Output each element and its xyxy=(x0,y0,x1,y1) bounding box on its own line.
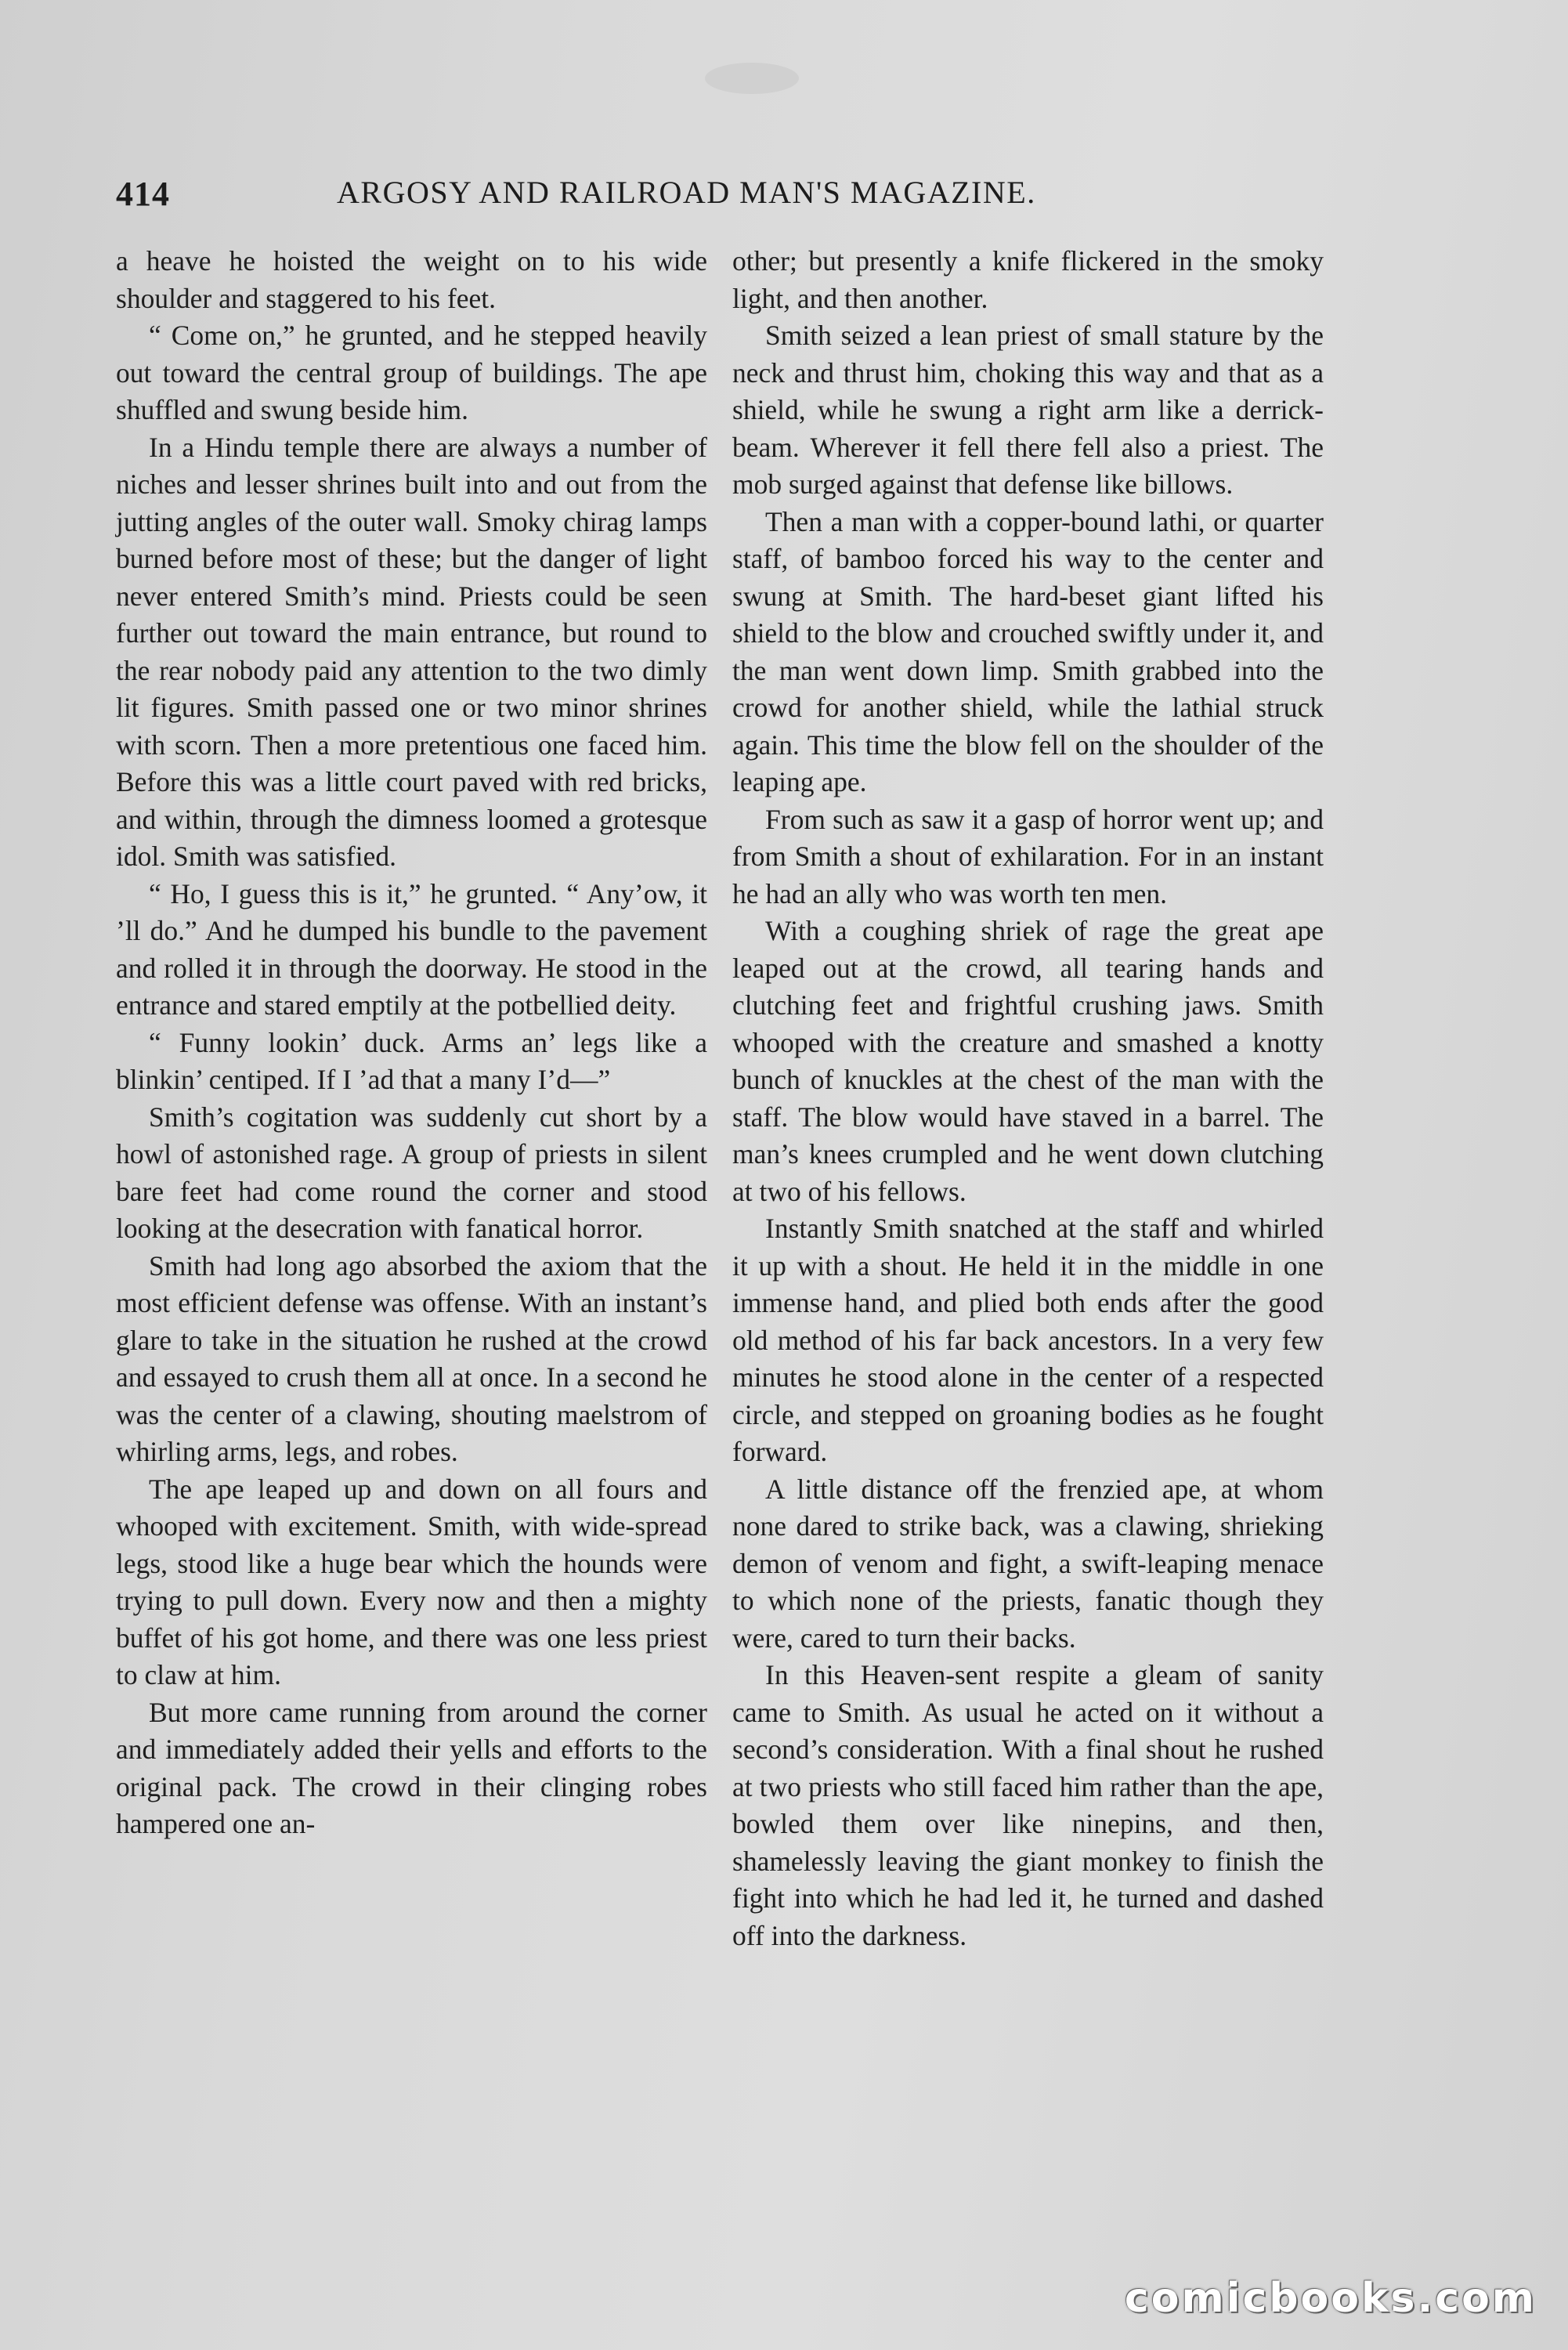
paragraph: Instantly Smith snatched at the staff and whirled it up with a shout. He held it in the middle in one immense hand, and plied both ends after the good old method of his far back ancestors. In a very few minutes he stood alone in the center of a respected circle, and stepped on groaning bodies as he fought forward. xyxy=(732,1213,1324,1467)
page-number: 414 xyxy=(116,175,170,213)
paragraph: In this Heaven-sent respite a gleam of sanity came to Smith. As usual he acted on it without a second’s consideration. With a final shout he rushed at two priests who still faced him rather than the ape, bowled them over like ninepins, and then, shamelessly leaving the giant monkey to finish the fight into which he had led it, he turned and dashed off into the darkness. xyxy=(732,1659,1324,1951)
left-column xyxy=(116,243,707,1843)
paragraph: But more came running from around the corner and immediately added their yells and efforts to the original pack. The crowd in their clinging robes hampered one an- xyxy=(116,1696,707,1839)
paragraph: other; but presently a knife flickered in the smoky light, and then another. xyxy=(732,245,1324,314)
paragraph: “ Come on,” he grunted, and he stepped heavily out toward the central group of buildings. The ape shuffled and swung beside him. xyxy=(116,320,707,425)
paragraph: A little distance off the frenzied ape, at whom none dared to strike back, was a clawing, shrieking demon of venom and fight, a swift-leaping menace to which none of the priests, fanatic though they were, cared to turn their backs. xyxy=(732,1473,1324,1654)
paragraph: a heave he hoisted the weight on to his wide shoulder and staggered to his feet. xyxy=(116,245,707,314)
right-column xyxy=(732,243,1324,1954)
paragraph: “ Funny lookin’ duck. Arms an’ legs like a blinkin’ centiped. If I ’ad that a many I’d—” xyxy=(116,1026,707,1095)
paragraph: The ape leaped up and down on all fours and whooped with excitement. Smith, with wide-spread legs, stood like a huge bear which the hounds were trying to pull down. Every now and then a mighty buffet of his got home, and there was one less priest to claw at him. xyxy=(116,1473,707,1690)
paragraph: From such as saw it a gasp of horror went up; and from Smith a shout of exhilaration. For in an instant he had an ally who was worth ten men. xyxy=(732,803,1324,909)
paragraph: Smith had long ago absorbed the axiom that the most efficient defense was offense. With an instant’s glare to take in the situation he rushed at the crowd and essayed to crush them all at once. In a second he was the center of a clawing, shouting maelstrom of whirling arms, legs, and robes. xyxy=(116,1249,707,1467)
paper-stain xyxy=(705,63,799,94)
running-head: ARGOSY AND RAILROAD MAN'S MAGAZINE. xyxy=(337,175,1036,210)
paragraph: In a Hindu temple there are always a number of niches and lesser shrines built into and out from the jutting angles of the outer wall. Smoky chirag lamps burned before most of these; but the danger of light never entered Smith’s mind. Priests could be seen further out toward the main entrance, but round to the rear nobody paid any attention to the two dimly lit figures. Smith passed one or two minor shrines with scorn. Then a more pretentious one faced him. Before this was a little court paved with red bricks, and within, through the dimness loomed a grotesque idol. Smith was satisfied. xyxy=(116,431,707,872)
paragraph: “ Ho, I guess this is it,” he grunted. “ Any’ow, it ’ll do.” And he dumped his bundle to the pavement and rolled it in through the doorway. He stood in the entrance and stared emptily at the potbellied deity. xyxy=(116,877,707,1021)
page-header xyxy=(116,174,1134,221)
paragraph: With a coughing shriek of rage the great ape leaped out at the crowd, all tearing hands and clutching feet and frightful crushing jaws. Smith whooped with the creature and smashed a knotty bunch of knuckles at the chest of the man with the staff. The blow would have staved in a barrel. The man’s knees crumpled and he went down clutching at two of his fellows. xyxy=(732,915,1324,1207)
paragraph: Then a man with a copper-bound lathi, or quarter staff, of bamboo forced his way to the center and swung at Smith. The hard-beset giant lifted his shield to the blow and crouched swiftly under it, and the man went down limp. Smith grabbed into the crowd for another shield, while the lathial struck again. This time the blow fell on the shoulder of the leaping ape. xyxy=(732,505,1324,797)
paragraph: Smith seized a lean priest of small stature by the neck and thrust him, choking this way and that as a shield, while he swung a right arm like a derrick-beam. Wherever it fell there fell also a priest. The mob surged against that defense like billows. xyxy=(732,320,1324,500)
paragraph: Smith’s cogitation was suddenly cut short by a howl of astonished rage. A group of priests in silent bare feet had come round the corner and stood looking at the desecration with fanatical horror. xyxy=(116,1101,707,1244)
watermark: comicbooks.com xyxy=(1124,2275,1537,2322)
